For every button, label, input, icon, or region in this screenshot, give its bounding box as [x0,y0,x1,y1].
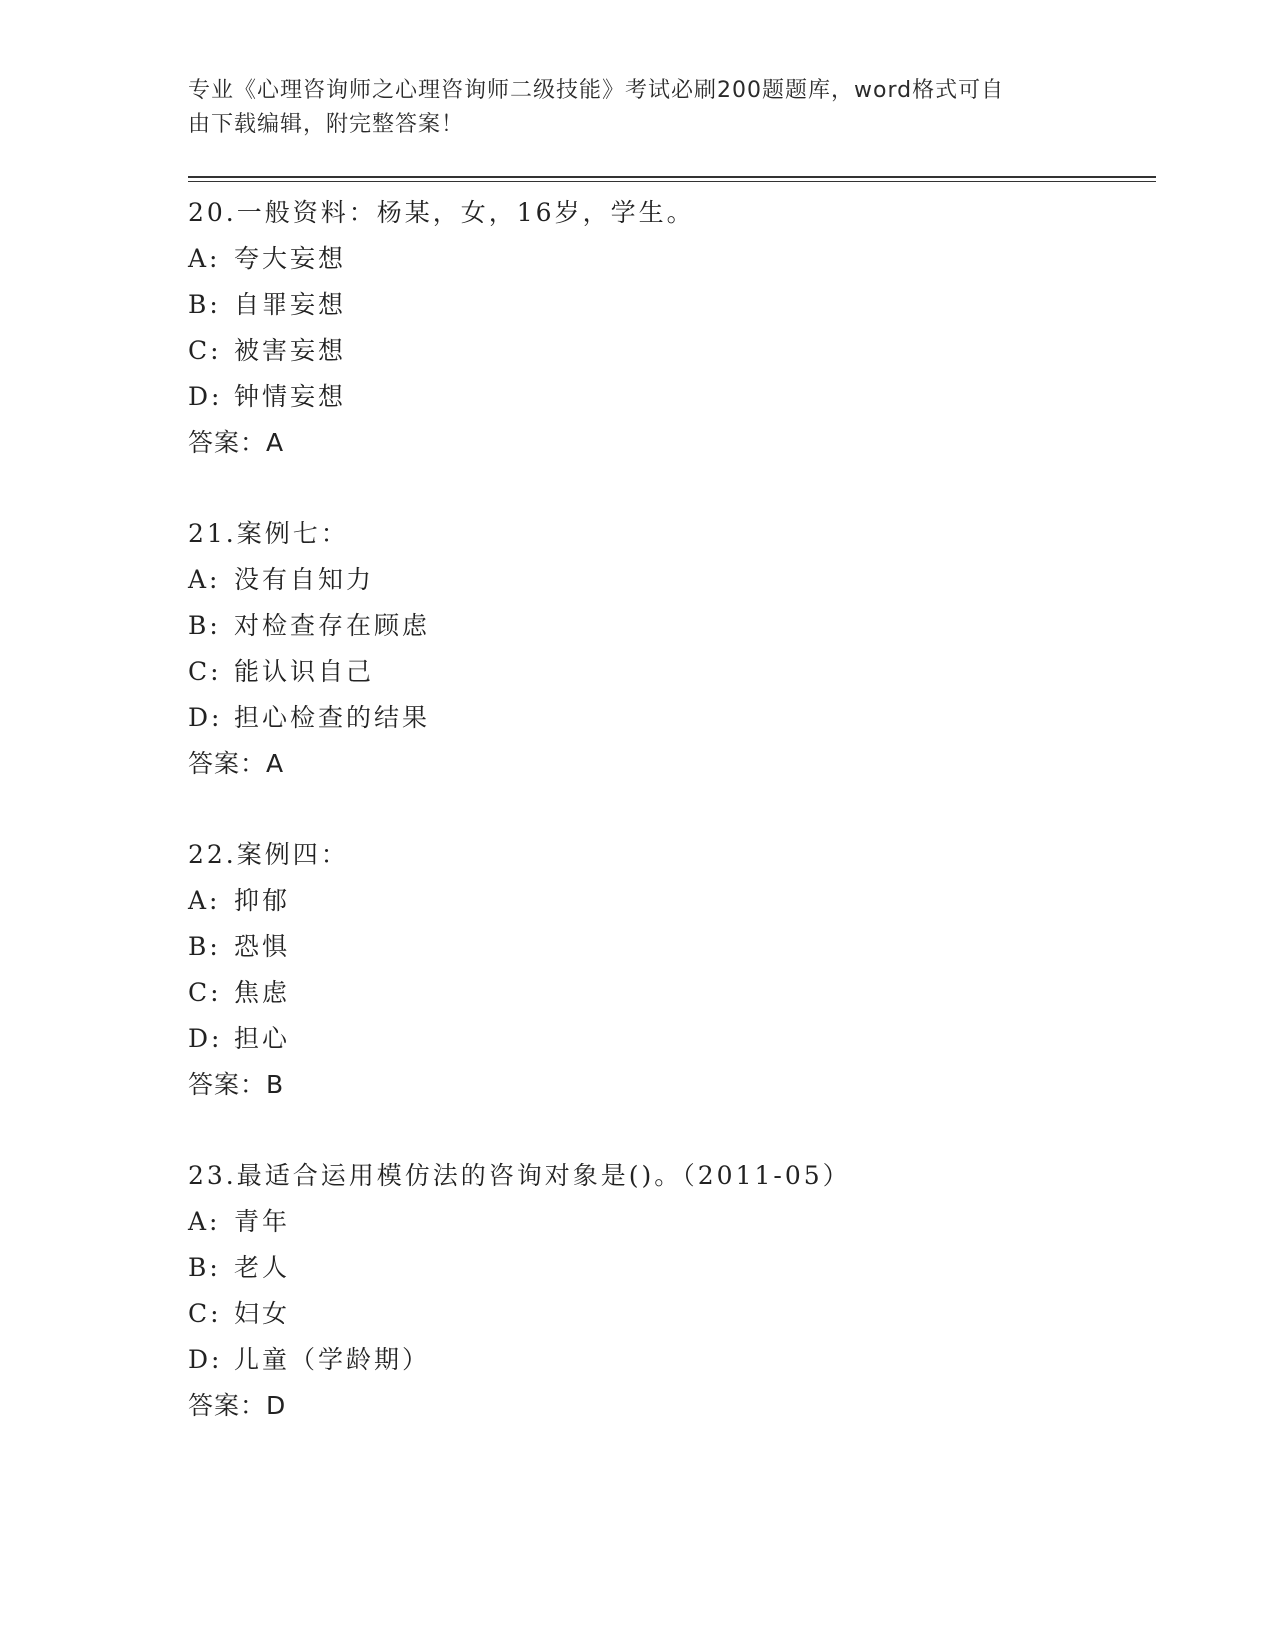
option-text: 妇女 [234,1299,291,1328]
question-20 [188,190,1156,466]
option-d [188,374,1156,420]
question-23 [188,1153,1156,1429]
option-text: 恐惧 [234,932,291,961]
option-letter: C: [188,336,222,365]
option-b [188,1245,1156,1291]
option-c [188,1291,1156,1337]
option-text: 老人 [234,1253,291,1282]
option-text: 担心检查的结果 [234,703,431,732]
option-d [188,1016,1156,1062]
option-a [188,1199,1156,1245]
option-b [188,603,1156,649]
option-c [188,970,1156,1016]
option-text: 儿童（学龄期） [234,1345,431,1374]
option-d [188,1337,1156,1383]
answer-line: 答案：A [188,428,285,457]
option-letter: C: [188,657,222,686]
option-text: 没有自知力 [234,565,375,594]
option-letter: C: [188,1299,222,1328]
option-letter: A: [188,565,221,594]
option-letter: D: [188,1024,223,1053]
option-text: 被害妄想 [234,336,347,365]
option-text: 能认识自己 [234,657,375,686]
option-a [188,557,1156,603]
question-stem: 22.案例四： [188,840,349,869]
question-21 [188,511,1156,787]
option-letter: D: [188,703,223,732]
option-a [188,236,1156,282]
header-line-1: 专业《心理咨询师之心理咨询师二级技能》考试必刷200题题库，word格式可自 [188,78,1005,103]
option-letter: A: [188,1207,221,1236]
header-divider-thin [188,181,1156,182]
option-letter: B: [188,611,221,640]
option-letter: B: [188,290,221,319]
question-list [188,190,1156,1474]
option-c [188,328,1156,374]
option-text: 焦虑 [234,978,291,1007]
option-text: 担心 [234,1024,291,1053]
option-text: 对检查存在顾虑 [234,611,431,640]
option-c [188,649,1156,695]
option-text: 夸大妄想 [234,244,347,273]
option-a [188,878,1156,924]
option-letter: C: [188,978,222,1007]
option-letter: D: [188,1345,223,1374]
question-stem: 21.案例七： [188,519,349,548]
option-text: 自罪妄想 [234,290,347,319]
option-d [188,695,1156,741]
option-text: 钟情妄想 [234,382,347,411]
question-stem: 23.最适合运用模仿法的咨询对象是()。（2011-05） [188,1161,851,1190]
header-divider-thick [188,176,1156,178]
answer-line: 答案：A [188,749,285,778]
option-b [188,282,1156,328]
option-letter: A: [188,244,221,273]
answer-line: 答案：B [188,1070,285,1099]
option-letter: D: [188,382,223,411]
option-b [188,924,1156,970]
header-line-2: 由下载编辑，附完整答案！ [188,112,465,137]
question-22 [188,832,1156,1108]
option-letter: B: [188,932,221,961]
option-text: 青年 [234,1207,291,1236]
document-header [188,74,1068,142]
answer-line: 答案：D [188,1391,287,1420]
option-letter: A: [188,886,221,915]
question-stem: 20.一般资料：杨某，女，16岁，学生。 [188,198,695,227]
option-text: 抑郁 [234,886,291,915]
option-letter: B: [188,1253,221,1282]
